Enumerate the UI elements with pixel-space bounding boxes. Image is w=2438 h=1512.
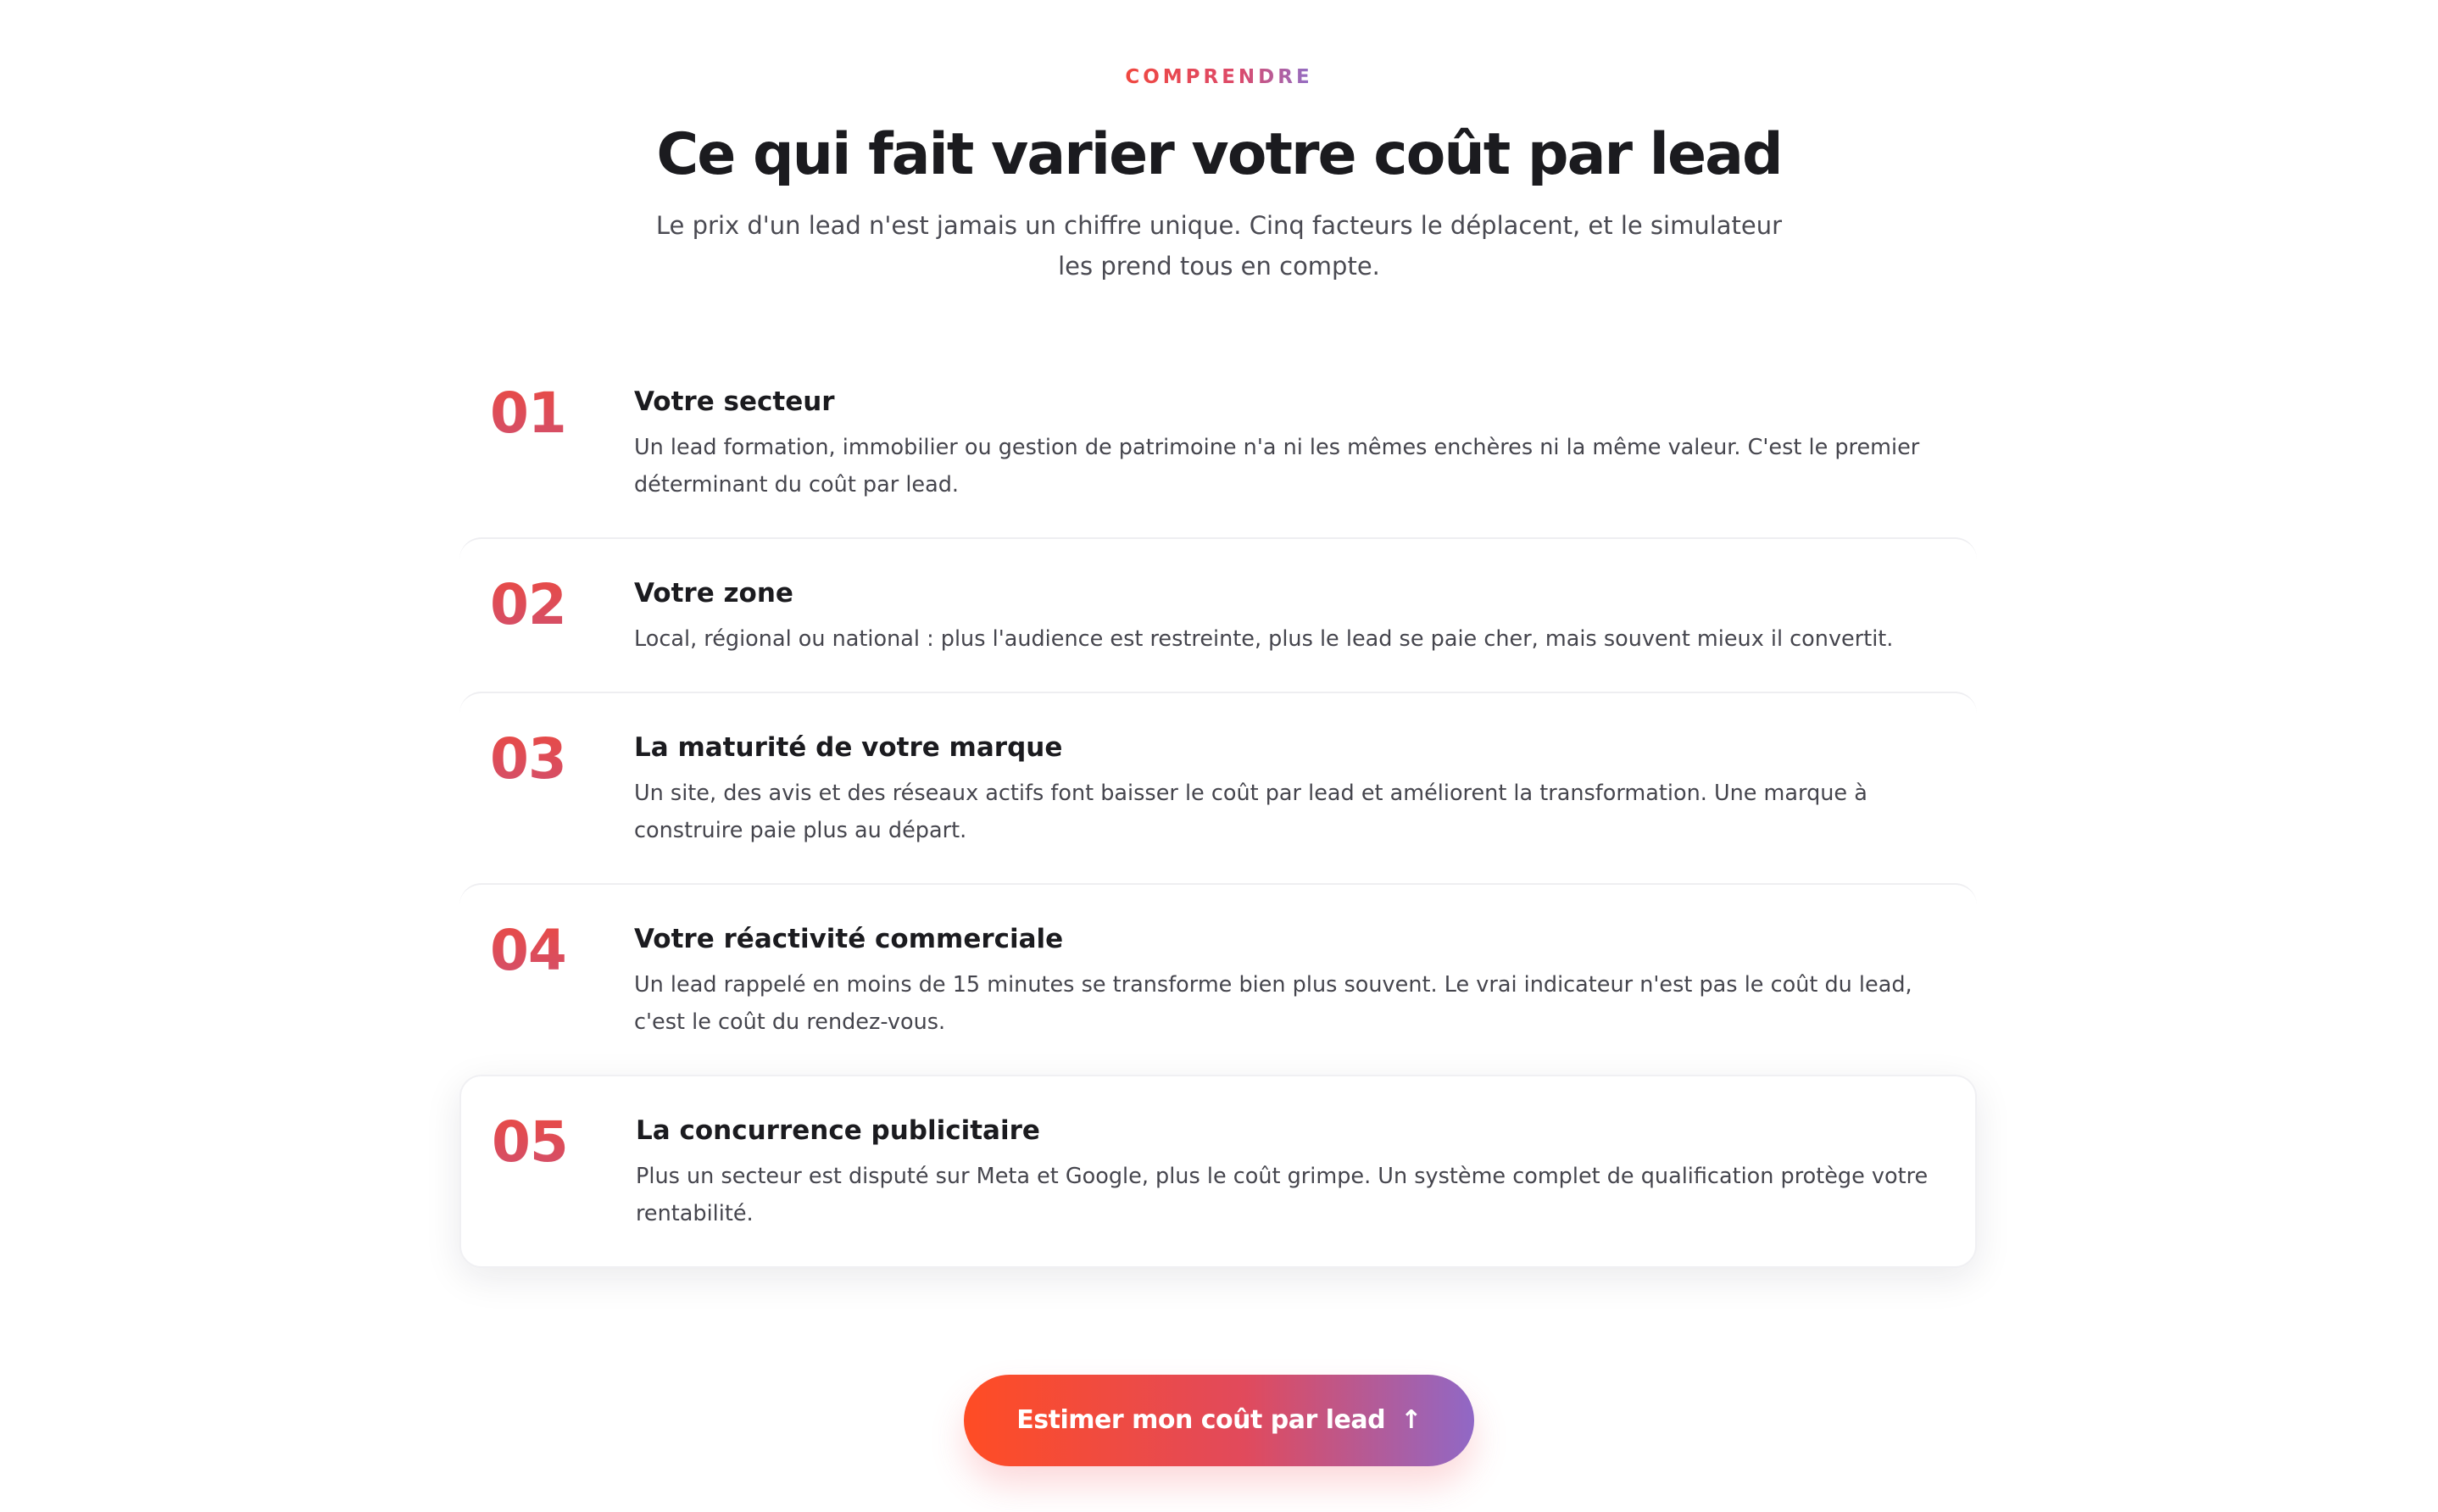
- factor-title: La concurrence publicitaire: [636, 1115, 1040, 1146]
- section-eyebrow-text: COMPRENDRE: [1125, 66, 1313, 88]
- factor-title: Votre zone: [634, 578, 793, 609]
- factor-item: [459, 692, 1977, 883]
- factor-item: [459, 537, 1977, 692]
- estimate-cost-button[interactable]: [964, 1375, 1473, 1466]
- factor-description: Un site, des avis et des réseaux actifs font baisser le coût par lead et améliorent la transformation. Une marque à construire paie plus au départ.: [634, 781, 1867, 843]
- factor-description: Un lead formation, immobilier ou gestion de patrimoine n'a ni les mêmes enchères ni la même valeur. C'est le premier déterminant du coût par lead.: [634, 435, 1920, 498]
- factor-number: 05: [492, 1109, 568, 1175]
- factor-description: Un lead rappelé en moins de 15 minutes se transforme bien plus souvent. Le vrai indicateur n'est pas le coût du lead, c'est le coût du rendez-vous.: [634, 972, 1912, 1035]
- section-eyebrow: [0, 64, 2438, 90]
- factor-item-highlighted: [459, 1075, 1977, 1268]
- factor-title: Votre secteur: [634, 386, 835, 417]
- factor-list: [459, 347, 1977, 1268]
- factor-number: 02: [490, 572, 566, 637]
- cta-container: [0, 1375, 2438, 1466]
- section-title: Ce qui fait varier votre coût par lead: [656, 121, 1782, 188]
- factor-number: 03: [490, 726, 566, 792]
- factor-title: La maturité de votre marque: [634, 732, 1063, 763]
- arrow-up-icon: ↑: [1400, 1405, 1422, 1435]
- factor-item: [459, 347, 1977, 537]
- factor-title: Votre réactivité commerciale: [634, 924, 1064, 954]
- factor-item: [459, 883, 1977, 1075]
- estimate-cost-button-label: Estimer mon coût par lead: [1016, 1405, 1386, 1435]
- factor-description: Local, régional ou national : plus l'audience est restreinte, plus le lead se paie cher, mais souvent mieux il convertit.: [634, 626, 1894, 652]
- factor-number: 04: [490, 918, 566, 983]
- factor-description: Plus un secteur est disputé sur Meta et Google, plus le coût grimpe. Un système complet de qualification protège votre rentabilité.: [636, 1164, 1929, 1226]
- section-subtitle: Le prix d'un lead n'est jamais un chiffre unique. Cinq facteurs le déplacent, et le simulateur les prend tous en compte.: [655, 211, 1783, 281]
- factor-number: 01: [490, 381, 566, 446]
